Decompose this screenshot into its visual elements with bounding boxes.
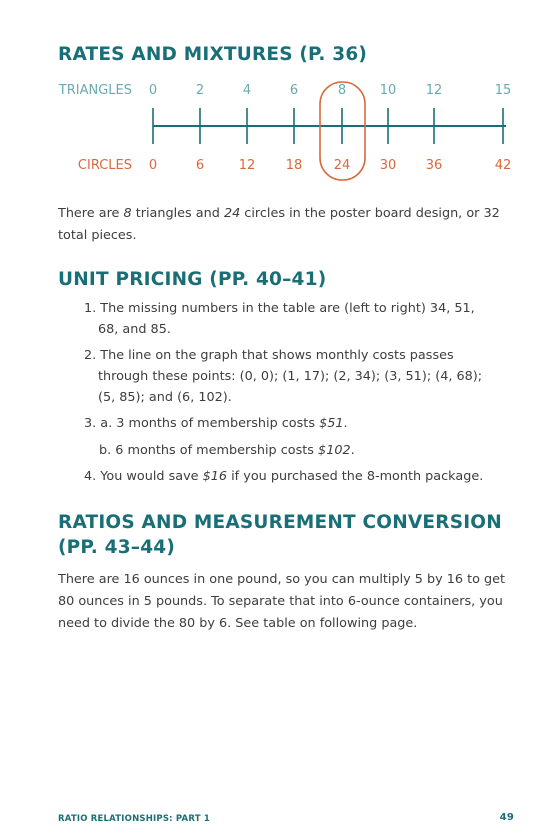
list-sub-letter: b.: [99, 443, 112, 458]
circles-label: CIRCLES: [77, 158, 132, 173]
rates-circles-value: 24: [223, 206, 241, 221]
triangles-tick-label: 12: [425, 83, 443, 98]
triangles-tick-label: 8: [337, 83, 347, 98]
list-item: [84, 413, 484, 434]
circles-tick-label: 12: [238, 158, 256, 173]
list-text: You would save: [100, 469, 203, 484]
list-text: 3 months of membership costs: [116, 416, 320, 431]
triangles-tick-label: 4: [242, 83, 252, 98]
circles-tick-label: 42: [494, 158, 512, 173]
list-item: [84, 466, 484, 487]
list-text: The missing numbers in the table are (left to right) 34, 51, 68, and 85.: [98, 301, 475, 337]
rates-triangles-value: 8: [123, 206, 132, 221]
circles-tick-label: 30: [379, 158, 397, 173]
heading-line-2: (PP. 43–44): [58, 537, 176, 558]
circles-tick-label: 24: [333, 158, 351, 173]
section-heading-rates: RATES AND MIXTURES (P. 36): [58, 44, 368, 65]
list-text-end: .: [343, 416, 348, 431]
heading-line-1: RATIOS AND MEASUREMENT CONVERSION: [58, 512, 502, 533]
double-number-line: [0, 70, 560, 190]
circles-tick-label: 36: [425, 158, 443, 173]
triangles-tick-label: 15: [494, 83, 512, 98]
rates-text-mid2: circles in the poster board design, or 32 total pieces.: [58, 206, 500, 243]
circles-tick-label: 0: [148, 158, 158, 173]
list-number: 4.: [84, 469, 97, 484]
triangles-tick-label: 10: [379, 83, 397, 98]
ticks-group: [149, 83, 511, 173]
list-sub-letter: a.: [100, 416, 113, 431]
list-number: 1.: [84, 301, 97, 316]
triangles-tick-label: 0: [148, 83, 158, 98]
rates-text-pre: There are: [58, 206, 124, 221]
list-text-end: if you purchased the 8-month package.: [227, 469, 484, 484]
list-number: 2.: [84, 348, 97, 363]
page-number: 49: [499, 812, 514, 823]
list-text: 6 months of membership costs: [115, 443, 319, 458]
list-item: [84, 298, 484, 340]
list-item: [84, 345, 484, 408]
list-value: $51: [319, 416, 344, 431]
section-heading-ratios: [58, 510, 502, 560]
list-value: $16: [202, 469, 228, 484]
list-text: The line on the graph that shows monthly costs passes through these points: (0, 0); (1, 17); (2, 34); (3, 51); (4, 68); (5, 85); and (6, 102).: [98, 348, 483, 405]
section-heading-unit-pricing: UNIT PRICING (PP. 40–41): [58, 269, 327, 290]
triangles-label: TRIANGLES: [58, 83, 132, 98]
list-item: [99, 440, 499, 461]
list-text-end: .: [350, 443, 355, 458]
triangles-tick-label: 2: [195, 83, 205, 98]
circles-tick-label: 18: [285, 158, 303, 173]
circles-tick-label: 6: [195, 158, 205, 173]
ratios-paragraph: There are 16 ounces in one pound, so you can multiply 5 by 16 to get 80 ounces in 5 pounds. To separate that into 6-ounce containers, you need to divide the 80 by 6. See table on following page.: [58, 572, 506, 631]
footer-running-title: RATIO RELATIONSHIPS: PART 1: [58, 814, 210, 824]
rates-text-mid1: triangles and: [131, 206, 224, 221]
list-number: 3.: [84, 416, 97, 431]
triangles-tick-label: 6: [289, 83, 299, 98]
list-value: $102: [318, 443, 351, 458]
rates-paragraph: [58, 203, 518, 247]
